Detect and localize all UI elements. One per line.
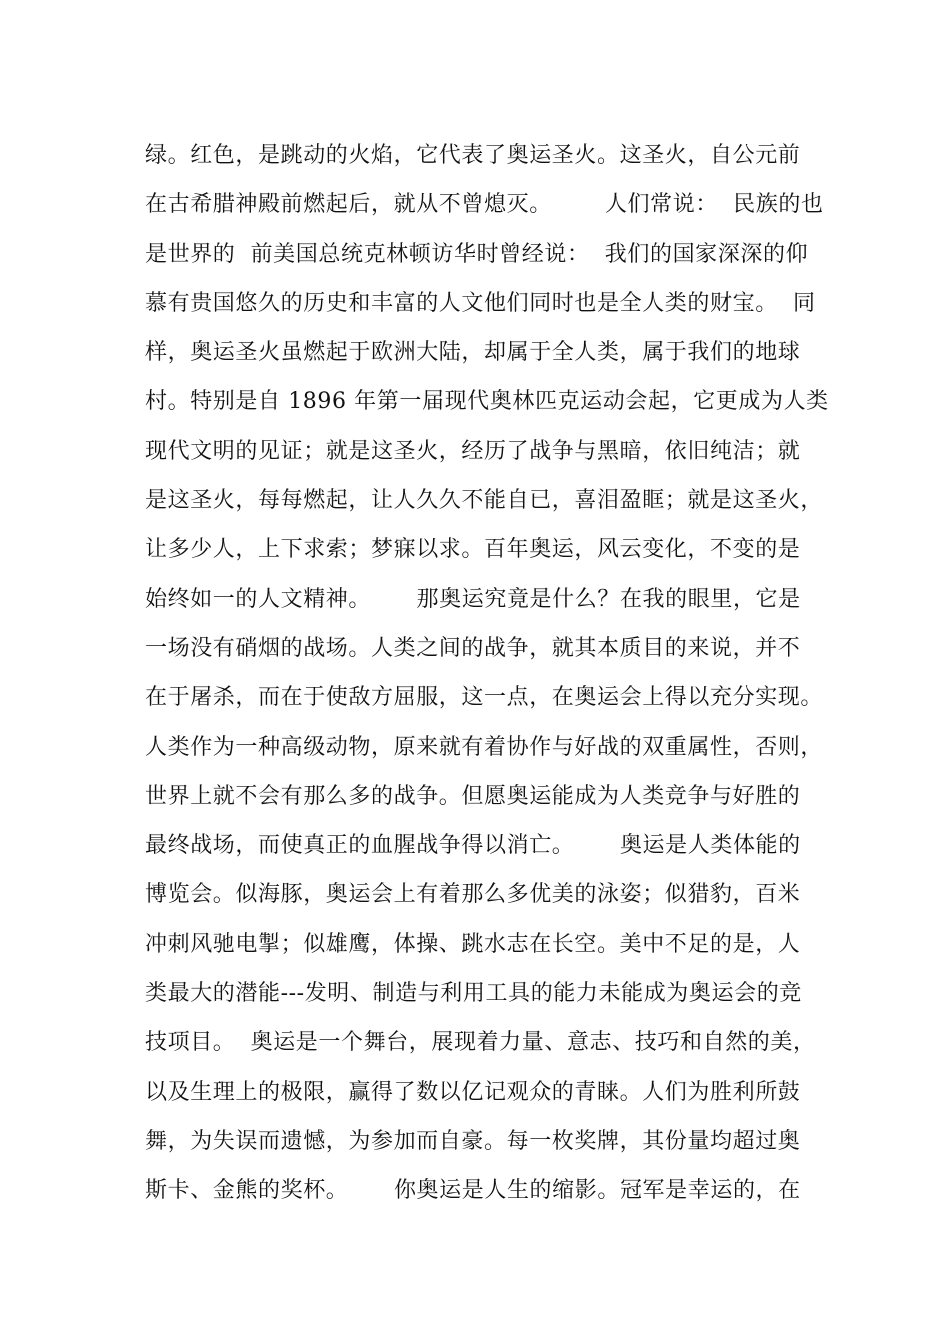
text-line: 技项目。 奥运是一个舞台，展现着力量、意志、技巧和自然的美， [145,1030,816,1056]
text-line: 类最大的潜能---发明、制造与利用工具的能力未能成为奥运会的竞 [145,981,802,1007]
text-line: 在于屠杀，而在于使敌方屈服，这一点，在奥运会上得以充分实现。 [145,685,824,711]
text-line: 绿。红色，是跳动的火焰，它代表了奥运圣火。这圣火，自公元前 [145,143,801,168]
text-line: 世界上就不会有那么多的战争。但愿奥运能成为人类竞争与好胜的 [145,783,801,809]
text-line: 在古希腊神殿前燃起后，就从不曾熄灭。 人们常说： 民族的也 [145,192,824,218]
text-line: 舞，为失误而遗憾，为参加而自豪。每一枚奖牌，其份量均超过奥 [145,1128,801,1154]
text-line: 人类作为一种高级动物，原来就有着协作与好战的双重属性，否则， [145,734,824,760]
text-line: 始终如一的人文精神。 那奥运究竟是什么？在我的眼里，它是 [145,586,801,612]
body-text [145,131,829,1216]
text-line: 冲刺风驰电掣；似雄鹰，体操、跳水志在长空。美中不足的是，人 [145,931,801,957]
text-line: 现代文明的见证；就是这圣火，经历了战争与黑暗，依旧纯洁；就 [145,438,801,464]
text-line: 慕有贵国悠久的历史和丰富的人文他们同时也是全人类的财宝。 同 [145,290,816,316]
text-line: 博览会。似海豚，奥运会上有着那么多优美的泳姿；似猎豹，百米 [145,882,801,908]
text-line: 村。特别是自 1896 年第一届现代奥林匹克运动会起，它更成为人类 [145,389,829,415]
text-line: 最终战场，而使真正的血腥战争得以消亡。 奥运是人类体能的 [145,833,801,859]
text-line: 斯卡、金熊的奖杯。 你奥运是人生的缩影。冠军是幸运的，在 [145,1178,801,1204]
text-line: 让多少人，上下求索；梦寐以求。百年奥运，风云变化，不变的是 [145,537,801,563]
text-line: 是世界的 前美国总统克林顿访华时曾经说： 我们的国家深深的仰 [145,241,809,267]
text-line: 一场没有硝烟的战场。人类之间的战争，就其本质目的来说，并不 [145,635,801,661]
text-line: 以及生理上的极限，赢得了数以亿记观众的青睐。人们为胜利所鼓 [145,1079,801,1105]
text-line: 是这圣火，每每燃起，让人久久不能自已，喜泪盈眶；就是这圣火， [145,488,824,514]
text-line: 样，奥运圣火虽燃起于欧洲大陆，却属于全人类，属于我们的地球 [145,340,801,366]
